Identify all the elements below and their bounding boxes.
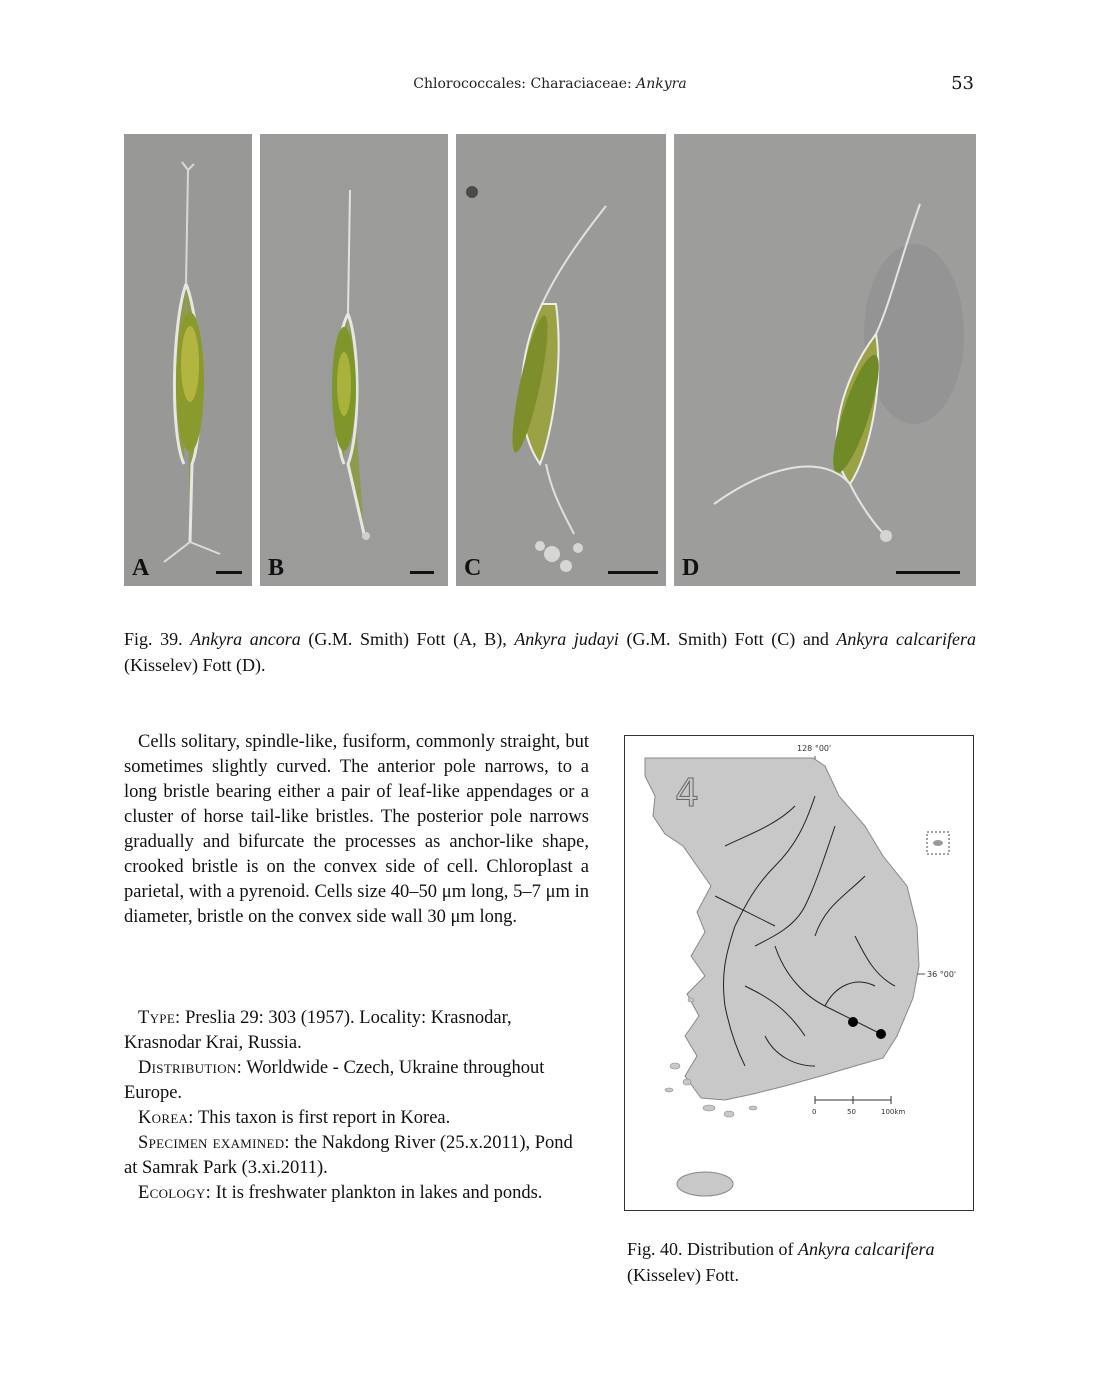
map-region-mark: 4 xyxy=(675,771,700,815)
figure-39-panel-b xyxy=(260,134,448,586)
ecology-entry: Ecology: It is freshwater plankton in lakes and ponds. xyxy=(138,1183,543,1203)
panel-letter-b: B xyxy=(268,555,285,581)
figure-39-caption: Fig. 39. Ankyra ancora (G.M. Smith) Fott (A, B), Ankyra judayi (G.M. Smith) Fott (C) and Ankyra calcarifera (Kisselev) Fott (D). xyxy=(124,629,976,675)
scale-bar-d xyxy=(896,571,960,574)
svg-text:0: 0 xyxy=(812,1108,817,1116)
latitude-label: 36 °00' xyxy=(927,970,957,979)
record-nakdong-river xyxy=(848,1017,858,1027)
figure-39-panel-d xyxy=(674,134,976,586)
record-samrak-park xyxy=(876,1029,886,1039)
panel-letter-c: C xyxy=(464,555,482,581)
description-paragraph: Cells solitary, spindle-like, fusiform, commonly straight, but sometimes slightly curved. The anterior pole narrows, to a long bristle bearing either a pair of leaf-like appendages or a cluster of horse tail-like bristles. The posterior pole narrows gradually and bifurcate the processes as anchor-like shape, crooked bristle is on the convex side of cell. Chloroplast a parietal, with a pyrenoid. Cells size 40–50 μm long, 5–7 μm in diameter, bristle on the convex side wall 30 μm long. xyxy=(124,732,589,927)
taxon-metadata xyxy=(124,1006,589,1206)
map-scale-bar xyxy=(812,1096,905,1116)
korea-entry: Korea: This taxon is first report in Korea. xyxy=(138,1108,451,1128)
species-description xyxy=(124,730,589,930)
figure-39-panel-c xyxy=(456,134,666,586)
scale-bar-c xyxy=(608,571,658,574)
micrograph-b xyxy=(260,134,448,586)
page-number: 53 xyxy=(951,73,974,94)
scale-bar-a xyxy=(216,571,242,574)
figure-39-panel-a xyxy=(124,134,252,586)
specimen-entry: Specimen examined: the Nakdong River (25.x.2011), Pond at Samrak Park (3.xi.2011). xyxy=(124,1133,573,1178)
micrograph-c xyxy=(456,134,666,586)
svg-text:50: 50 xyxy=(847,1108,856,1116)
micrograph-d xyxy=(674,134,976,586)
micrograph-a xyxy=(124,134,252,586)
panel-letter-a: A xyxy=(132,555,150,581)
running-head-genus: Ankyra xyxy=(636,76,687,92)
type-entry: Type: Preslia 29: 303 (1957). Locality: Krasnodar, Krasnodar Krai, Russia. xyxy=(124,1008,512,1053)
korea-map xyxy=(625,736,974,1211)
longitude-label: 128 °00' xyxy=(797,744,832,753)
svg-text:100km: 100km xyxy=(881,1108,906,1116)
jeju-island xyxy=(677,1172,733,1196)
panel-letter-d: D xyxy=(682,555,700,581)
distribution-map xyxy=(624,735,974,1211)
figure-40-caption: Fig. 40. Distribution of Ankyra calcarifera (Kisselev) Fott. xyxy=(627,1239,935,1285)
distribution-entry: Distribution: Worldwide - Czech, Ukraine throughout Europe. xyxy=(124,1058,545,1103)
scale-bar-b xyxy=(410,571,434,574)
running-head: Chlorococcales: Characiaceae: Ankyra xyxy=(413,76,687,92)
